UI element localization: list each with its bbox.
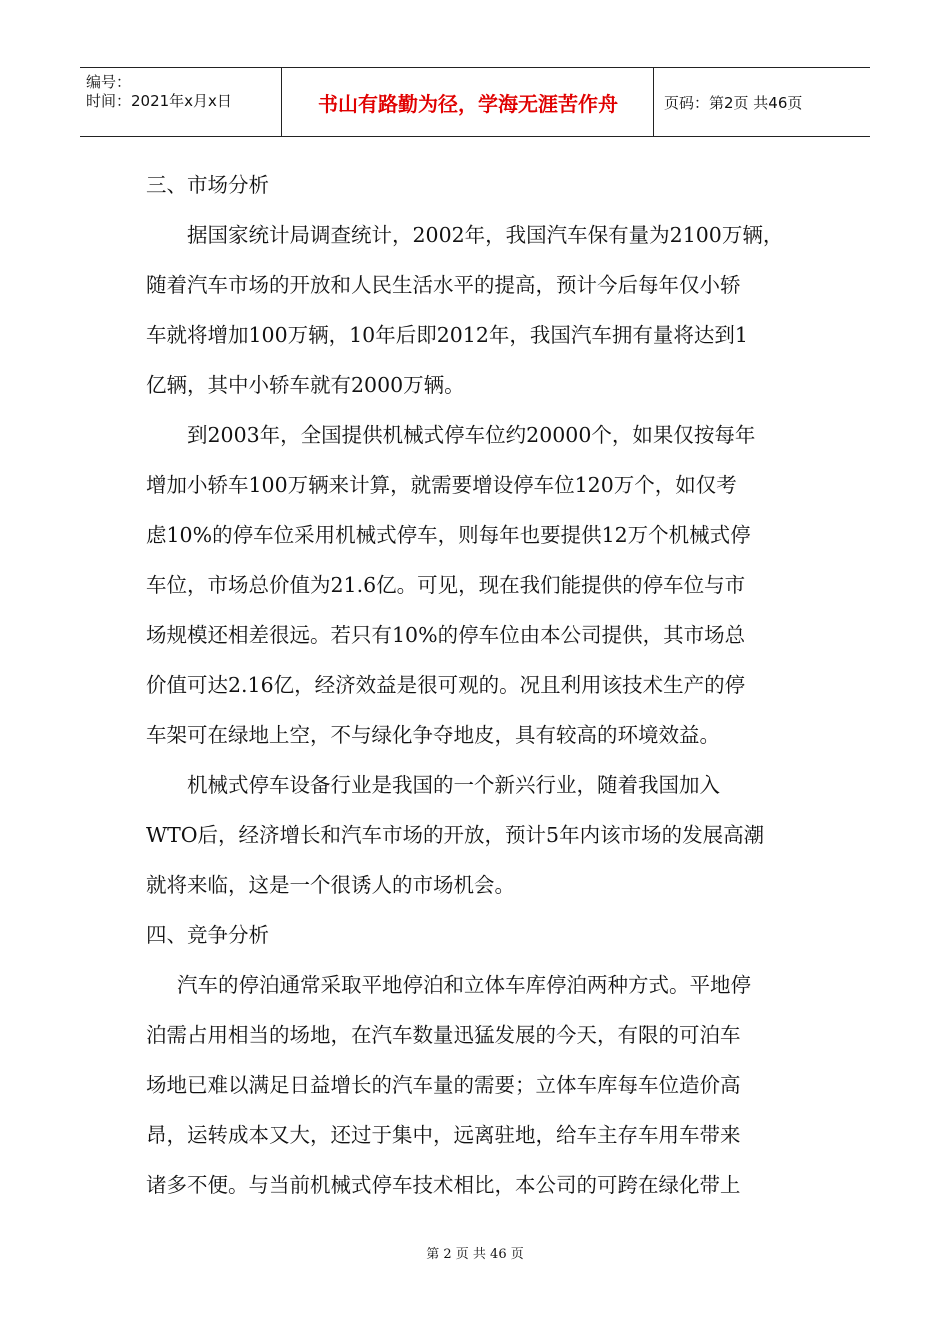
header-page-cell bbox=[654, 68, 870, 136]
paragraph-line: 就将来临，这是一个很诱人的市场机会。 bbox=[146, 873, 515, 897]
paragraph-line: 场规模还相差很远。若只有10%的停车位由本公司提供，其市场总 bbox=[146, 623, 746, 647]
paragraph-line: 亿辆，其中小轿车就有2000万辆。 bbox=[146, 373, 465, 397]
paragraph-line: 随着汽车市场的开放和人民生活水平的提高，预计今后每年仅小轿 bbox=[146, 273, 741, 297]
paragraph-line: 昂，运转成本又大，还过于集中，远离驻地，给车主存车用车带来 bbox=[146, 1123, 741, 1147]
date-label: 时间：2021年x月x日 bbox=[86, 92, 232, 110]
paragraph-line: 车就将增加100万辆，10年后即2012年，我国汽车拥有量将达到1 bbox=[146, 323, 748, 347]
header-motto-cell bbox=[282, 68, 654, 136]
paragraph-line: 虑10%的停车位采用机械式停车，则每年也要提供12万个机械式停 bbox=[146, 523, 751, 547]
motto-text: 书山有路勤为径，学海无涯苦作舟 bbox=[318, 92, 618, 116]
paragraph-line: 价值可达2.16亿，经济效益是很可观的。况且利用该技术生产的停 bbox=[146, 673, 746, 697]
section-heading-market: 三、市场分析 bbox=[146, 173, 269, 197]
paragraph-line: 增加小轿车100万辆来计算，就需要增设停车位120万个，如仅考 bbox=[146, 473, 737, 497]
page-footer: 第 2 页 共 46 页 bbox=[426, 1247, 524, 1262]
paragraph-line: 场地已难以满足日益增长的汽车量的需要；立体车库每车位造价高 bbox=[146, 1073, 741, 1097]
header-info-cell bbox=[80, 68, 282, 136]
paragraph-line: 机械式停车设备行业是我国的一个新兴行业，随着我国加入 bbox=[187, 773, 720, 797]
paragraph-line: WTO后，经济增长和汽车市场的开放，预计5年内该市场的发展高潮 bbox=[146, 823, 765, 847]
paragraph-line: 车架可在绿地上空，不与绿化争夺地皮，具有较高的环境效益。 bbox=[146, 723, 720, 747]
paragraph-line: 到2003年，全国提供机械式停车位约20000个，如果仅按每年 bbox=[187, 423, 756, 447]
paragraph-line: 诸多不便。与当前机械式停车技术相比，本公司的可跨在绿化带上 bbox=[146, 1173, 741, 1197]
paragraph-line: 车位，市场总价值为21.6亿。可见，现在我们能提供的停车位与市 bbox=[146, 573, 746, 597]
paragraph-line: 泊需占用相当的场地，在汽车数量迅猛发展的今天，有限的可泊车 bbox=[146, 1023, 741, 1047]
serial-label: 编号： bbox=[86, 73, 132, 91]
page-label: 页码：第2页 共46页 bbox=[664, 94, 803, 112]
document-header bbox=[80, 67, 870, 137]
paragraph-line: 据国家统计局调查统计，2002年，我国汽车保有量为2100万辆， bbox=[187, 223, 784, 247]
section-heading-competition: 四、竞争分析 bbox=[146, 923, 269, 947]
paragraph-line: 汽车的停泊通常采取平地停泊和立体车库停泊两种方式。平地停 bbox=[177, 973, 751, 997]
